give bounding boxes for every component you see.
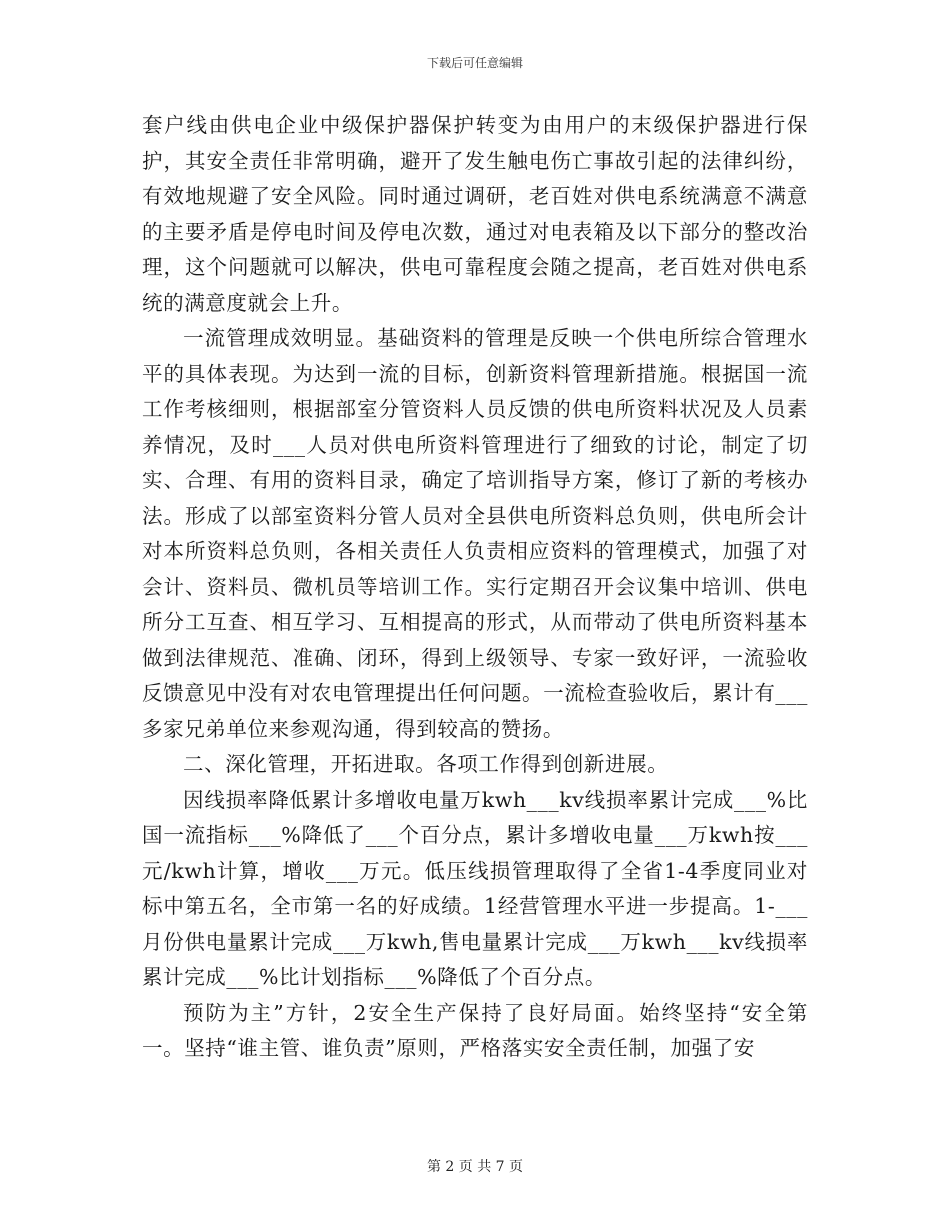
paragraph-5: 预防为主”方针，2安全生产保持了良好局面。始终坚持“安全第一。坚持“谁主管、谁负责”原则，严格落实安全责任制，加强了安 [142, 1000, 808, 1060]
document-body [142, 108, 808, 1067]
paragraph-2: 一流管理成效明显。基础资料的管理是反映一个供电所综合管理水平的具体表现。为达到一流的目标，创新资料管理新措施。根据国一流工作考核细则，根据部室分管资料人员反馈的供电所资料状况及人员素养情况，及时___人员对供电所资料管理进行了细致的讨论，制定了切实、合理、有用的资料目录，确定了培训指导方案，修订了新的考核办法。形成了以部室资料分管人员对全县供电所资料总负则，供电所会计对本所资料总负则，各相关责任人负责相应资料的管理模式，加强了对会计、资料员、微机员等培训工作。实行定期召开会议集中培训、供电所分工互查、相互学习、互相提高的形式，从而带动了供电所资料基本做到法律规范、准确、闭环，得到上级领导、专家一致好评，一流验收反馈意见中没有对农电管理提出任何问题。一流检查验收后，累计有___多家兄弟单位来参观沟通，得到较高的赞扬。 [142, 326, 808, 741]
paragraph-1: 套户线由供电企业中级保护器保护转变为由用户的末级保护器进行保护，其安全责任非常明确，避开了发生触电伤亡事故引起的法律纠纷，有效地规避了安全风险。同时通过调研，老百姓对供电系统满意不满意的主要矛盾是停电时间及停电次数，通过对电表箱及以下部分的整改治理，这个问题就可以解决，供电可靠程度会随之提高，老百姓对供电系统的满意度就会上升。 [142, 113, 808, 315]
paragraph-4: 因线损率降低累计多增收电量万kwh___kv线损率累计完成___%比国一流指标___%降低了___个百分点，累计多增收电量___万kwh按___元/kwh计算，增收___万元。低压线损管理取得了全省1-4季度同业对标中第五名，全市第一名的好成绩。1经营管理水平进一步提高。1-___月份供电量累计完成___万kwh,售电量累计完成___万kwh___kv线损率累计完成___%比计划指标___%降低了个百分点。 [142, 787, 808, 989]
page-footer: 第 2 页 共 7 页 [426, 1159, 524, 1175]
paragraph-3: 二、深化管理，开拓进取。各项工作得到创新进展。 [183, 752, 669, 776]
page-header: 下载后可任意编辑 [426, 56, 523, 70]
